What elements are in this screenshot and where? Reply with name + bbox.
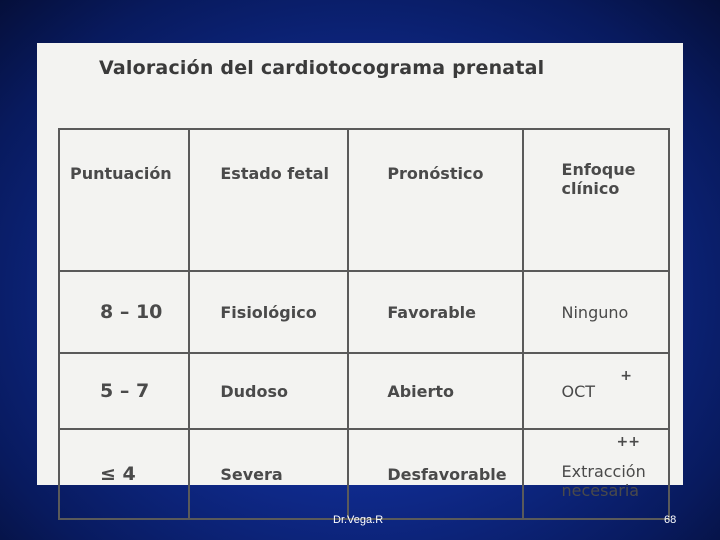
table-row <box>59 271 669 353</box>
cell-enfoque <box>523 353 669 429</box>
plus-mark: + <box>620 368 632 384</box>
page-number: 68 <box>664 514 677 526</box>
header-pronostico: Pronóstico <box>348 129 522 271</box>
cell-estado-fetal: Dudoso <box>189 353 348 429</box>
double-plus-mark: ++ <box>616 434 640 450</box>
cell-puntuacion: 8 – 10 <box>59 271 189 353</box>
cell-enfoque-text: Extracción necesaria <box>561 462 646 500</box>
header-enfoque-clinico: Enfoque clínico <box>523 129 669 271</box>
cell-estado-fetal: Severa <box>189 429 348 519</box>
table-row <box>59 429 669 519</box>
cell-puntuacion: 5 – 7 <box>59 353 189 429</box>
scanned-table-image <box>37 43 683 500</box>
cell-enfoque: Ninguno <box>523 271 669 353</box>
footer-author: Dr.Vega.R <box>333 514 384 526</box>
cell-pronostico: Desfavorable <box>348 429 522 519</box>
slide-title: Valoración del cardiotocograma prenatal <box>99 57 545 79</box>
table-header-row <box>59 129 669 271</box>
cell-enfoque-text: OCT <box>561 381 596 401</box>
cardiotocogram-table <box>58 128 670 520</box>
header-puntuacion: Puntuación <box>59 129 189 271</box>
cell-estado-fetal: Fisiológico <box>189 271 348 353</box>
table-row <box>59 353 669 429</box>
cell-puntuacion: ≤ 4 <box>59 429 189 519</box>
cell-enfoque <box>523 429 669 519</box>
cell-pronostico: Favorable <box>348 271 522 353</box>
header-estado-fetal: Estado fetal <box>189 129 348 271</box>
cell-pronostico: Abierto <box>348 353 522 429</box>
